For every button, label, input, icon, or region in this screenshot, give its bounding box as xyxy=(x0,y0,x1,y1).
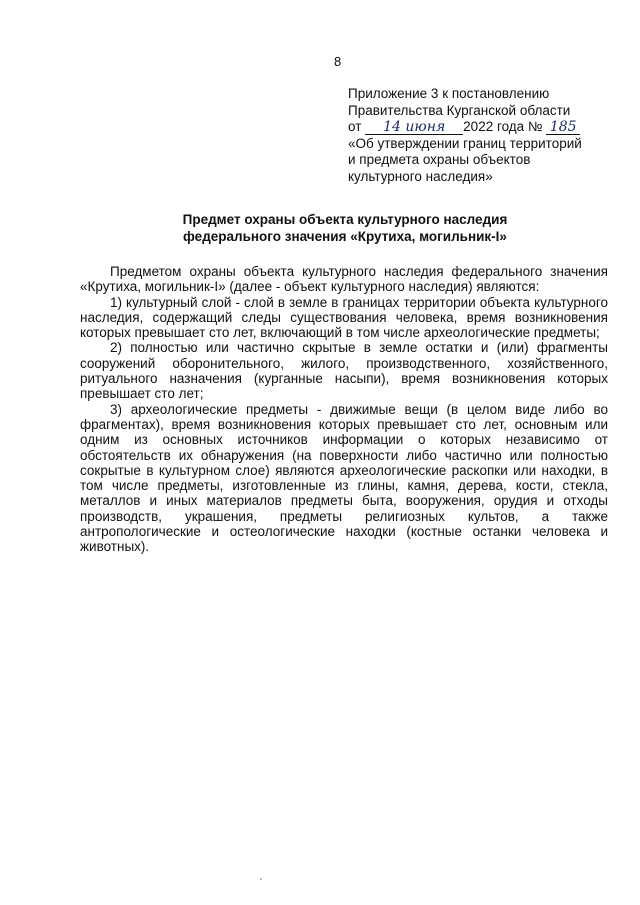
date-prefix: от xyxy=(348,119,362,134)
handwritten-date: 14 июня xyxy=(365,121,463,135)
body-paragraph-item-1: 1) культурный слой - слой в земле в границах территории объекта культурного наследия, содержащий следы существования человека, время возникновения которых превышает сто лет, включающий в том числе археологические предметы; xyxy=(80,294,608,341)
scan-speck xyxy=(260,878,262,880)
annex-line-4: «Об утверждении границ территорий xyxy=(348,135,582,151)
annex-header xyxy=(348,86,610,185)
title-line-2: федерального значения «Крутиха, могильник-I» xyxy=(183,228,507,244)
annex-line-1: Приложение 3 к постановлению xyxy=(348,86,550,101)
body-paragraph-intro: Предметом охраны объекта культурного наследия федерального значения «Крутиха, могильник-I» (далее - объект культурного наследия) являются: xyxy=(80,264,608,295)
year-text: 2022 года № xyxy=(463,119,543,134)
body-paragraph-item-3: 3) археологические предметы - движимые вещи (в целом виде либо во фрагментах), время возникновения которых превышает сто лет, основным или одним из основных источников информации о которых независимо от обстоятельств их обнаружения (на поверхности либо частично или полностью сокрытые в культурном слое) являются археологические раскопки или находки, в том числе предметы, изготовленные из глины, камня, дерева, кости, стекла, металлов и иных материалов предметы быта, вооружения, орудия и отходы производств, украшения, предметы религиозных культов, а также антропологические и остеологические находки (костные останки человека и животных). xyxy=(80,401,608,555)
body-paragraph-item-2: 2) полностью или частично скрытые в земле остатки и (или) фрагменты сооружений оборонительного, жилого, производственного, хозяйственного, ритуального назначения (курганные насыпи), время возникновения которых превышает сто лет; xyxy=(80,340,608,402)
title-line-1: Предмет охраны объекта культурного наследия xyxy=(182,212,508,227)
annex-line-6: культурного наследия» xyxy=(348,168,493,184)
annex-line-2: Правительства Курганской области xyxy=(348,102,571,118)
handwritten-number: 185 xyxy=(546,121,580,135)
annex-line-5: и предмета охраны объектов xyxy=(348,152,531,167)
document-title xyxy=(80,212,610,245)
annex-date-line xyxy=(348,119,610,136)
document-body xyxy=(80,264,608,555)
page-number: 8 xyxy=(334,54,342,69)
